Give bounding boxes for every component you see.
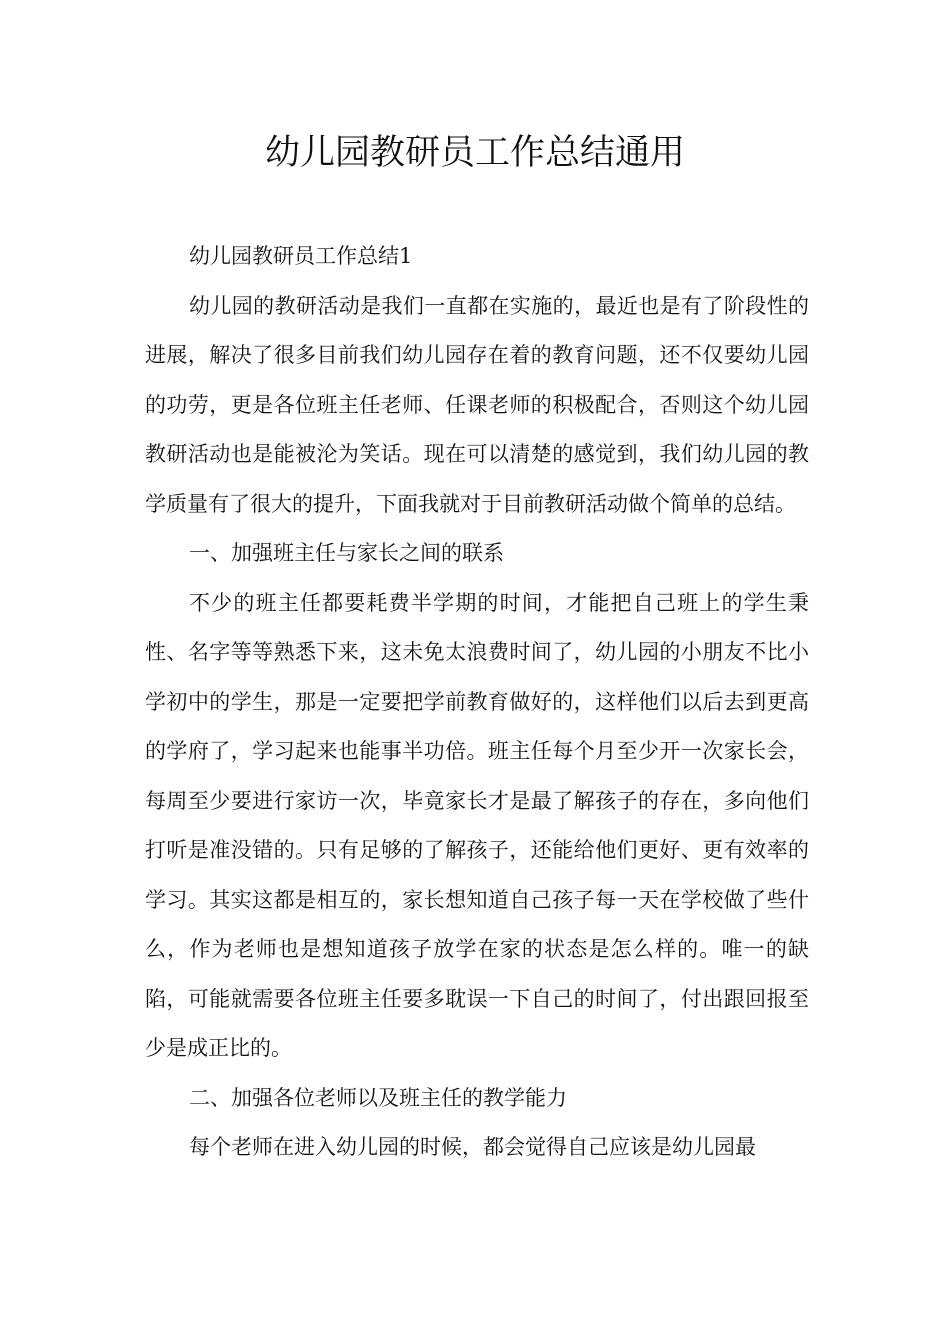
document-subtitle: 幼儿园教研员工作总结1 xyxy=(189,244,413,268)
intro-paragraph: 幼儿园的教研活动是我们一直都在实施的，最近也是有了阶段性的进展，解决了很多目前我们幼儿园存在着的教育问题，还不仅要幼儿园的功劳，更是各位班主任老师、任课老师的积极配合，否则这个幼儿园教研活动也是能被沦为笑话。现在可以清楚的感觉到，我们幼儿园的教学质量有了很大的提升，下面我就对于目前教研活动做个简单的总结。 xyxy=(145,293,809,516)
section-paragraph-2: 每个老师在进入幼儿园的时候，都会觉得自己应该是幼儿园最 xyxy=(189,1135,756,1159)
section-paragraph-1: 不少的班主任都要耗费半学期的时间，才能把自己班上的学生秉性、名字等等熟悉下来，这未免太浪费时间了，幼儿园的小朋友不比小学初中的学生，那是一定要把学前教育做好的，这样他们以后去到更高的学府了，学习起来也能事半功倍。班主任每个月至少开一次家长会，每周至少要进行家访一次，毕竟家长才是最了解孩子的存在，多向他们打听是准没错的。只有足够的了解孩子，还能给他们更好、更有效率的学习。其实这都是相互的，家长想知道自己孩子每一天在学校做了些什么，作为老师也是想知道孩子放学在家的状态是怎么样的。唯一的缺陷，可能就需要各位班主任要多耽误一下自己的时间了，付出跟回报至少是成正比的。 xyxy=(145,590,809,1060)
document-title: 幼儿园教研员工作总结通用 xyxy=(264,133,685,173)
section-heading-1: 一、加强班主任与家长之间的联系 xyxy=(189,541,504,565)
section-heading-2: 二、加强各位老师以及班主任的教学能力 xyxy=(189,1085,567,1110)
document-body xyxy=(145,232,809,1173)
